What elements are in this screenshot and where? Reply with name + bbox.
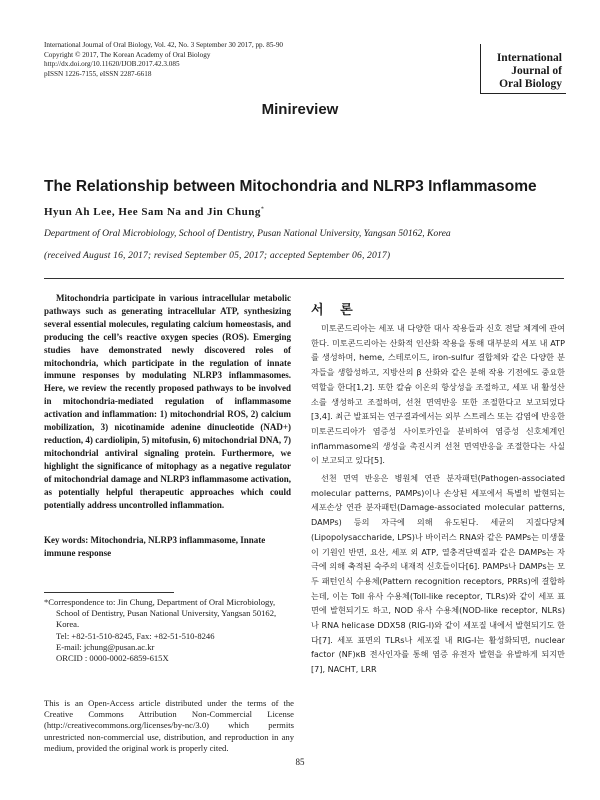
article-type: Minireview xyxy=(261,101,339,118)
intro-paragraph: 미토콘드리아는 세포 내 다양한 대사 작용들과 신호 전달 체계에 관여한다. 미토콘드리아는 산화적 인산화 작용을 통해 대부분의 세포 내 ATP를 생성하며, heme, 스테로이드, iron-sulfur 결합체와 같은 다양한 분자들을 생합성하고, 지방산의 β 산화와 같은 분해 작용 기전에도 중요한 역할을 한다[1,2]. 또한 칼슘 이온의 항상성을 조절하고, 세포 내 활성산소를 생성하고 조절하며, 선천 면역반응 또한 조절한다고 보고되었다[3,4]. 최근 발표되는 연구결과에서는 외부 스트레스 또는 감염에 반응한 미토콘드리아가 염증성 사이토카인을 분비하여 염증성 신호체계인 inflammasome의 생성을 촉진시켜 선천 면역반응을 조절한다는 사실이 보고되고 있다[5]. xyxy=(311,323,565,466)
footnote-divider xyxy=(44,592,174,593)
author-list xyxy=(44,206,264,218)
copyright-line: Copyright © 2017, The Korean Academy of Oral Biology xyxy=(44,50,211,59)
journal-name-box xyxy=(480,44,566,94)
introduction-heading: 서 론 xyxy=(311,303,359,318)
received-dates: (received August 16, 2017; revised September 05, 2017; accepted September 06, 2017) xyxy=(44,250,391,261)
abstract xyxy=(44,292,291,511)
license-note: This is an Open-Access article distributed under the terms of the Creative Commons Attribution Non-Commercial License (http://creativecommons.org/licenses/by-nc/3.0) which permits unrestricted non-commercial use, distribution, and reproduction in any medium, provided the original work is properly cited. xyxy=(44,698,294,753)
intro-paragraph: 선천 면역 반응은 병원체 연관 분자패턴(Pathogen-associated molecular patterns, PAMPs)이나 손상된 세포에서 특별히 발현되는 세포손상 연관 분자패턴(Damage-associated molecular patterns, DAMPs) 등의 자극에 의해 유도된다. 세균의 지질다당체(Lipopolysaccharide, LPS)나 바이러스 RNA와 같은 PAMPs는 미생물이 기원인 반면, 요산, 세포 외 ATP, 열충격단백질과 같은 DAMPs는 자극에 의해 축적된 숙주의 내재적 신호들이다[6]. PAMPs나 DAMPs는 모두 패턴인식 수용체(Pattern recognition receptors, PRRs)에 결합하는데, 이는 Toll 유사 수용체(Toll-like receptor, TLRs)와 같이 세포 표면에 발현되기도 하고, NOD 유사 수용체(NOD-like receptor, NLRs)나 RNA helicase DDX58 (RIG-I)와 같이 세포질 내에서 발현되기도 한다[7]. 세포 표면의 TLRs나 세포질 내 RIG-I는 활성화되면, nuclear factor (NF)κB 전사인자를 통해 염증 유전자 발현을 유발하게 되지만[7], NACHT, LRR xyxy=(311,473,565,675)
journal-citation-block xyxy=(44,41,374,79)
keywords: Key words: Mitochondria, NLRP3 inflammasome, Innate immune response xyxy=(44,535,266,558)
introduction-body xyxy=(311,321,565,680)
doi-line: http://dx.doi.org/10.11620/IJOB.2017.42.3.085 xyxy=(44,60,180,69)
article-title: The Relationship between Mitochondria and NLRP3 Inflammasome xyxy=(44,178,537,195)
page-number: 85 xyxy=(295,757,305,767)
email-line: E-mail: jchung@pusan.ac.kr xyxy=(56,641,155,652)
orcid-line: ORCID : 0000-0002-6859-615X xyxy=(56,653,169,664)
abstract-text: Mitochondria participate in various intracellular metabolic pathways such as generating intracellular ATP, synthesizing several essential molecules, regulating calcium homeostasis, and producing the cell’s reactive oxygen species (ROS). Emerging studies have demonstrated newly discovered roles of mitochondria, which participate in the regulation of innate immune responses by modulating NLRP3 inflammasomes. Here, we review the recently proposed pathways to be involved in mitochondria-mediated regulation of inflammasome activation and inflammation: 1) mitochondrial ROS, 2) calcium mobilization, 3) nicotinamide adenine dinucleotide (NAD+) reduction, 4) cardiolipin, 5) mitofusin, 6) mitochondrial DNA, 7) mitochondrial antiviral signaling protein. Furthermore, we highlight the significance of mitophagy as a negative regulator of mitochondrial damage and NLRP3 inflammasome activation, as potentially helpful therapeutic approaches which could potentially address uncontrolled inflammation. xyxy=(44,293,291,510)
correspondence-note xyxy=(44,597,294,664)
issn-line: pISSN 1226-7155, eISSN 2287-6618 xyxy=(44,69,152,78)
correspondence-line: School of Dentistry, Pusan National University, Yangsan 50162, xyxy=(56,608,277,619)
journal-name-line: Journal of xyxy=(511,65,562,77)
phone-fax-line: Tel: +82-51-510-8245, Fax: +82-51-510-8246 xyxy=(56,630,215,641)
corresponding-author-mark: * xyxy=(260,206,265,213)
author-names: Hyun Ah Lee, Hee Sam Na and Jin Chung xyxy=(44,206,261,218)
correspondence-line: Korea. xyxy=(56,619,80,630)
correspondence-line: *Correspondence to: Jin Chung, Department of Oral Microbiology, xyxy=(44,597,276,607)
citation-line: International Journal of Oral Biology, Vol. 42, No. 3 September 30 2017, pp. 85-90 xyxy=(44,41,284,49)
journal-name-line: International xyxy=(496,52,562,64)
journal-name-line: Oral Biology xyxy=(499,78,562,90)
header-divider xyxy=(44,278,564,279)
affiliation: Department of Oral Microbiology, School of Dentistry, Pusan National University, Yangsan 50162, Korea xyxy=(44,228,451,239)
